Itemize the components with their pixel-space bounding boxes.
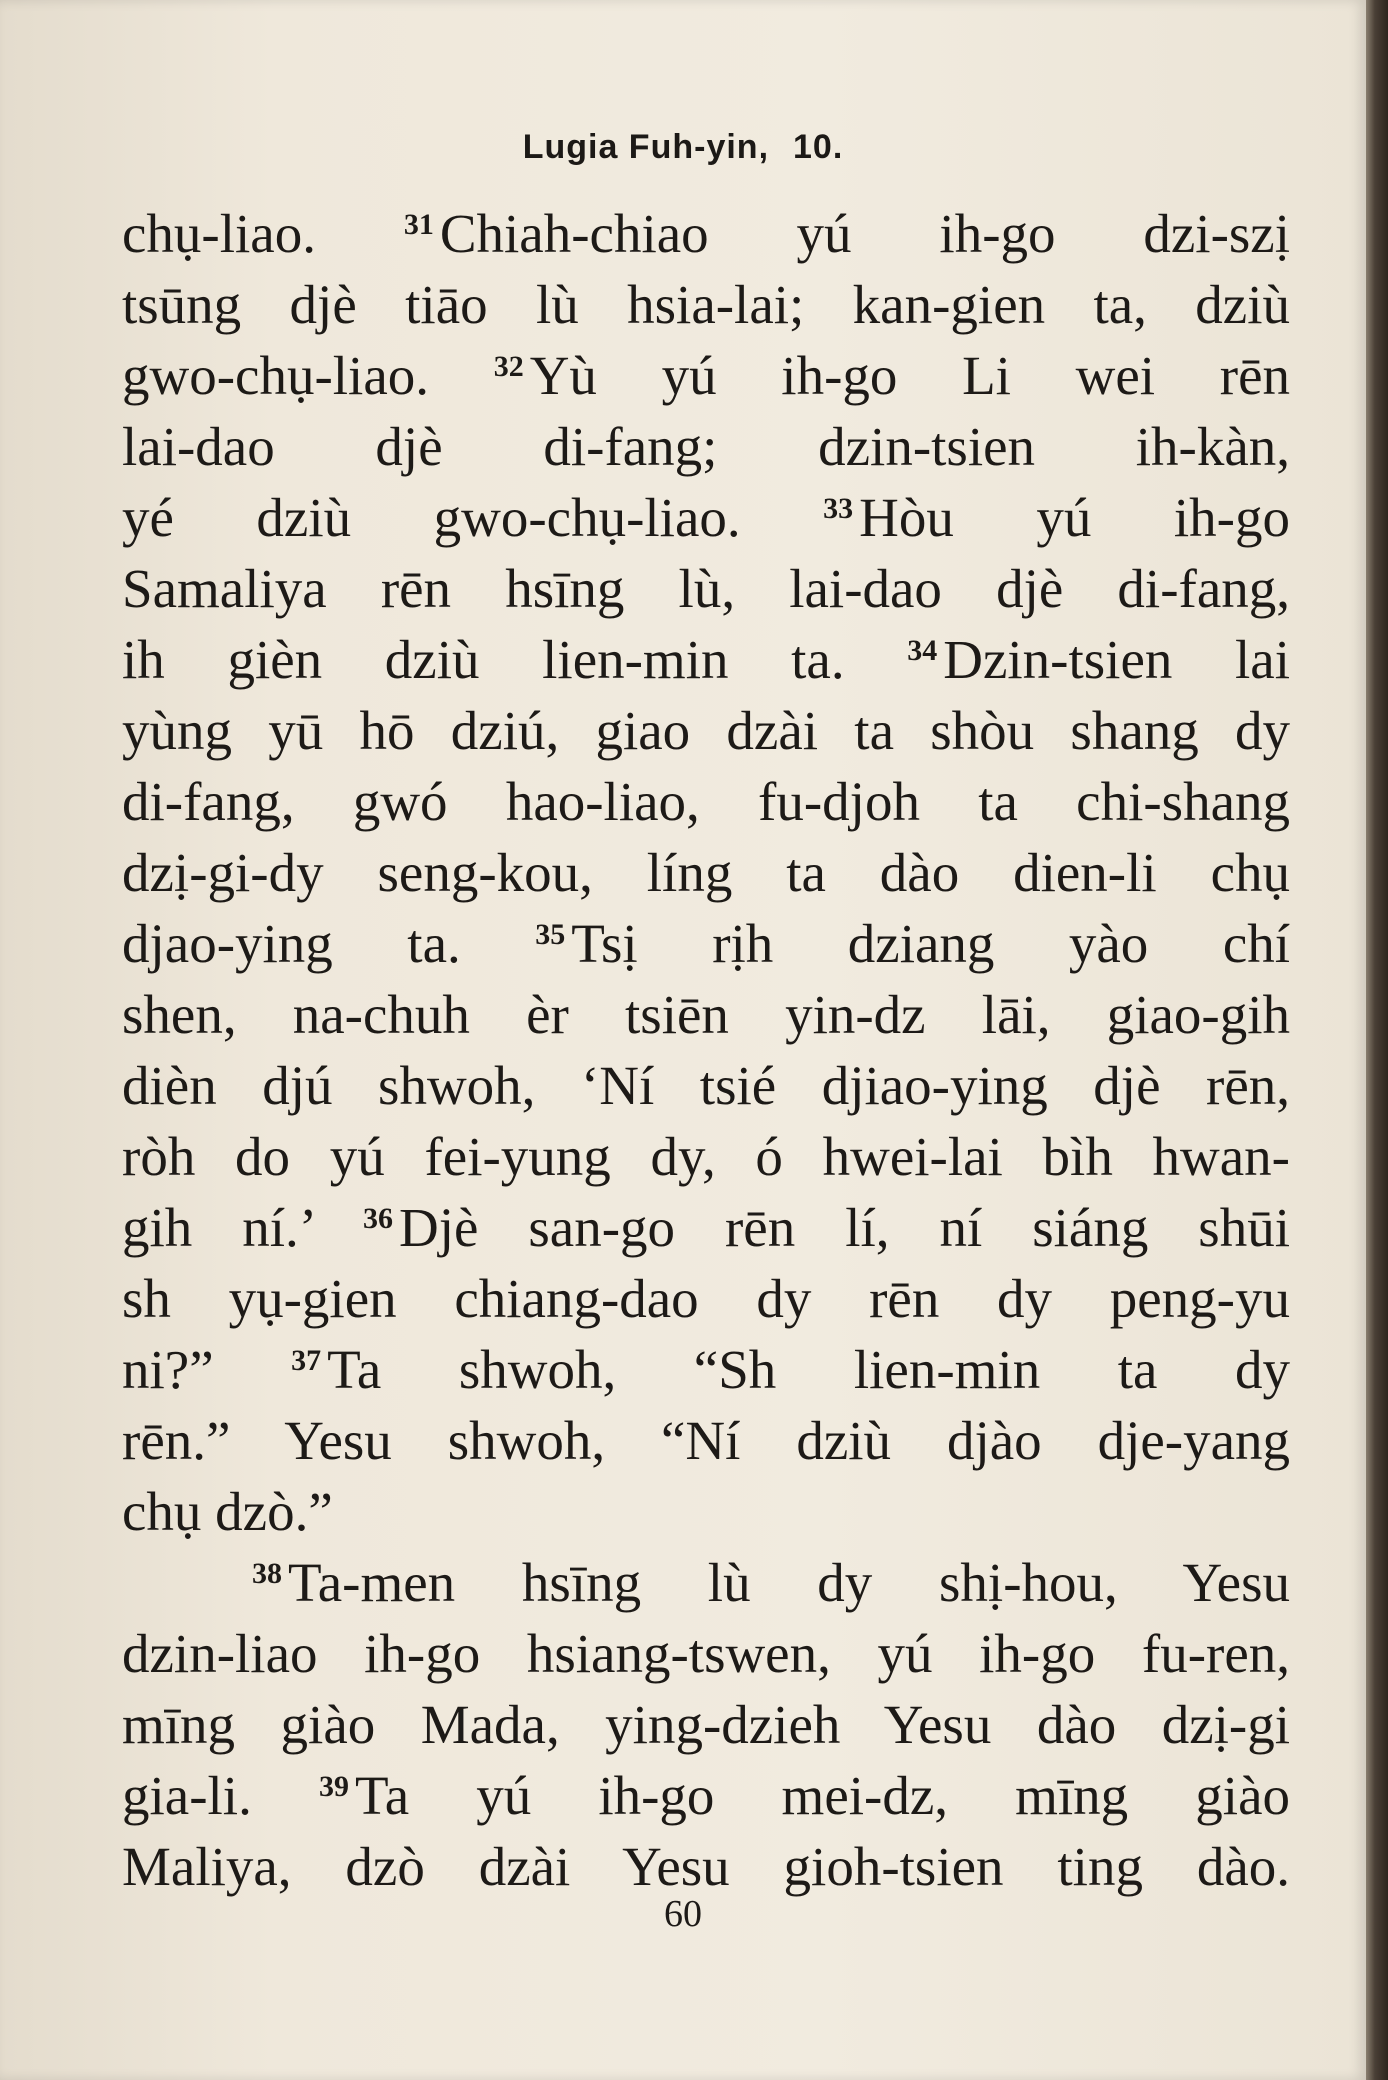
text-line: ih gièn dziù lien-min ta. $^{34}$ Dzin-tsien lai (122, 629, 1291, 690)
text-line: yùng yū hō dziú, giao dzài ta shòu shang dy (122, 700, 1290, 761)
text-line: gwo-chụ-liao. $^{32}$ Yù yú ih-go Li wei rēn (122, 345, 1290, 406)
verse-number: 32 (493, 350, 524, 383)
verse-number: 31 (403, 208, 434, 241)
header-chapter: 10. (793, 128, 844, 166)
text-line: di-fang, gwó hao-liao, fu-djoh ta chi-shang (122, 771, 1290, 832)
text-line: Maliya, dzò dzài Yesu gioh-tsien ting dào. (122, 1836, 1290, 1897)
running-header (0, 128, 1366, 167)
text-line: sh yụ-gien chiang-dao dy rēn dy peng-yu (122, 1268, 1290, 1329)
page-number: 60 (664, 1893, 702, 1935)
text-line: chụ-liao. $^{31}$ Chiah-chiao yú ih-go dzi-szị (122, 203, 1291, 264)
verse-number: 35 (535, 918, 566, 951)
book-edge (1366, 0, 1388, 2080)
text-line: chụ dzò.” (122, 1481, 333, 1542)
text-line: dzị-gi-dy seng-kou, líng ta dào dien-li chụ (122, 842, 1290, 903)
text-line: yé dziù gwo-chụ-liao. $^{33}$ Hòu yú ih-go (122, 487, 1290, 548)
text-line: dzin-liao ih-go hsiang-tswen, yú ih-go fu-ren, (122, 1623, 1290, 1684)
text-line: mīng giào Mada, ying-dzieh Yesu dào dzị-gi (122, 1694, 1290, 1755)
text-line: ni?” $^{37}$ Ta shwoh, “Sh lien-min ta dy (122, 1339, 1290, 1400)
text-line: Samaliya rēn hsīng lù, lai-dao djè di-fang, (122, 558, 1290, 619)
text-line: tsūng djè tiāo lù hsia-lai; kan-gien ta, dziù (122, 274, 1290, 335)
text-line: shen, na-chuh èr tsiēn yin-dz lāi, giao-gih (122, 984, 1290, 1045)
verse-number: 36 (363, 1202, 393, 1235)
text-line: gih ní.’ $^{36}$ Djè san-go rēn lí, ní siáng shūi (122, 1197, 1290, 1258)
verse-number: 39 (318, 1770, 349, 1803)
header-title: Lugia Fuh-yin, (522, 128, 770, 166)
verse-number: 37 (291, 1344, 322, 1377)
text-line: lai-dao djè di-fang; dzin-tsien ih-kàn, (122, 416, 1290, 477)
verse-number: 38 (252, 1557, 282, 1590)
text-line: rēn.” Yesu shwoh, “Ní dziù djào dje-yang (122, 1410, 1290, 1471)
verse-number: 33 (823, 492, 854, 525)
text-line: dièn djú shwoh, ‘Ní tsié djiao-ying djè rēn, (122, 1055, 1290, 1116)
verse-number: 34 (907, 634, 938, 667)
text-line: gia-li. $^{39}$ Ta yú ih-go mei-dz, mīng giào (122, 1765, 1290, 1826)
text-line: djao-ying ta. $^{35}$ Tsị rịh dziang yào chí (122, 913, 1291, 974)
text-line: $^{38}$ Ta-men hsīng lù dy shị-hou, Yesu (252, 1552, 1290, 1613)
text-line: ròh do yú fei-yung dy, ó hwei-lai bìh hwan- (122, 1126, 1290, 1187)
page-text (122, 198, 1290, 1902)
